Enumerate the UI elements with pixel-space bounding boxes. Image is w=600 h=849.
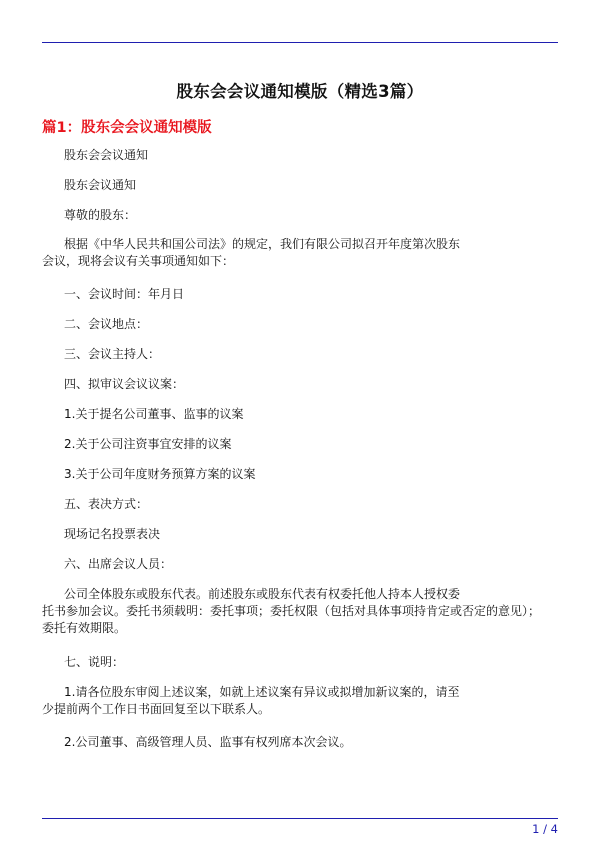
document-title: 股东会会议通知模版（精选3篇） — [176, 82, 424, 101]
paragraph — [42, 406, 558, 423]
page-number: 1 / 4 — [532, 822, 558, 836]
paragraph-line: 公司全体股东或股东代表。前述股东或股东代表有权委托他人持本人授权委 — [64, 587, 461, 601]
paragraph-line: 2.公司董事、高级管理人员、监事有权列席本次会议。 — [64, 735, 352, 749]
paragraph-line: 1.关于提名公司董事、监事的议案 — [64, 407, 244, 421]
paragraph — [42, 496, 558, 513]
paragraph-line: 2.关于公司注资事宜安排的议案 — [64, 437, 232, 451]
paragraph — [42, 586, 558, 637]
paragraph-line: 四、拟审议会议议案： — [64, 377, 185, 391]
paragraph-line: 尊敬的股东： — [64, 208, 137, 222]
footer-rule — [42, 818, 558, 819]
paragraph — [42, 286, 558, 303]
paragraph — [42, 734, 558, 751]
paragraph — [42, 556, 558, 573]
paragraph-line: 根据《中华人民共和国公司法》的规定，我们有限公司拟召开年度第次股东 — [64, 237, 461, 251]
paragraph — [42, 316, 558, 333]
paragraph — [42, 207, 558, 224]
paragraph — [42, 466, 558, 483]
paragraph — [42, 236, 558, 270]
section-title: 篇1：股东会会议通知模版 — [42, 120, 212, 136]
paragraph-line: 二、会议地点： — [64, 317, 149, 331]
paragraph — [42, 346, 558, 363]
paragraph — [42, 436, 558, 453]
paragraph-line: 股东会议通知 — [64, 178, 137, 192]
paragraph-line: 3.关于公司年度财务预算方案的议案 — [64, 467, 256, 481]
paragraph-line: 五、表决方式： — [64, 497, 149, 511]
paragraph-line: 三、会议主持人： — [64, 347, 161, 361]
paragraph-line: 一、会议时间：年月日 — [64, 287, 185, 301]
header-rule — [42, 42, 558, 43]
paragraph — [42, 177, 558, 194]
paragraph-line: 会议，现将会议有关事项通知如下： — [42, 254, 235, 268]
paragraph-line: 七、说明： — [64, 655, 125, 669]
paragraph — [42, 526, 558, 543]
paragraph-line: 六、出席会议人员： — [64, 557, 173, 571]
paragraph-line: 1.请各位股东审阅上述议案，如就上述议案有异议或拟增加新议案的，请至 — [64, 685, 460, 699]
paragraph-line: 股东会会议通知 — [64, 148, 149, 162]
paragraph — [42, 147, 558, 164]
paragraph-line: 现场记名投票表决 — [64, 527, 161, 541]
paragraph-line: 委托有效期限。 — [42, 621, 127, 635]
paragraph — [42, 376, 558, 393]
paragraph-line: 少提前两个工作日书面回复至以下联系人。 — [42, 702, 271, 716]
paragraph-line: 托书参加会议。委托书须载明：委托事项；委托权限（包括对具体事项持肯定或否定的意见）； — [42, 604, 541, 618]
paragraph — [42, 684, 558, 718]
paragraph — [42, 654, 558, 671]
